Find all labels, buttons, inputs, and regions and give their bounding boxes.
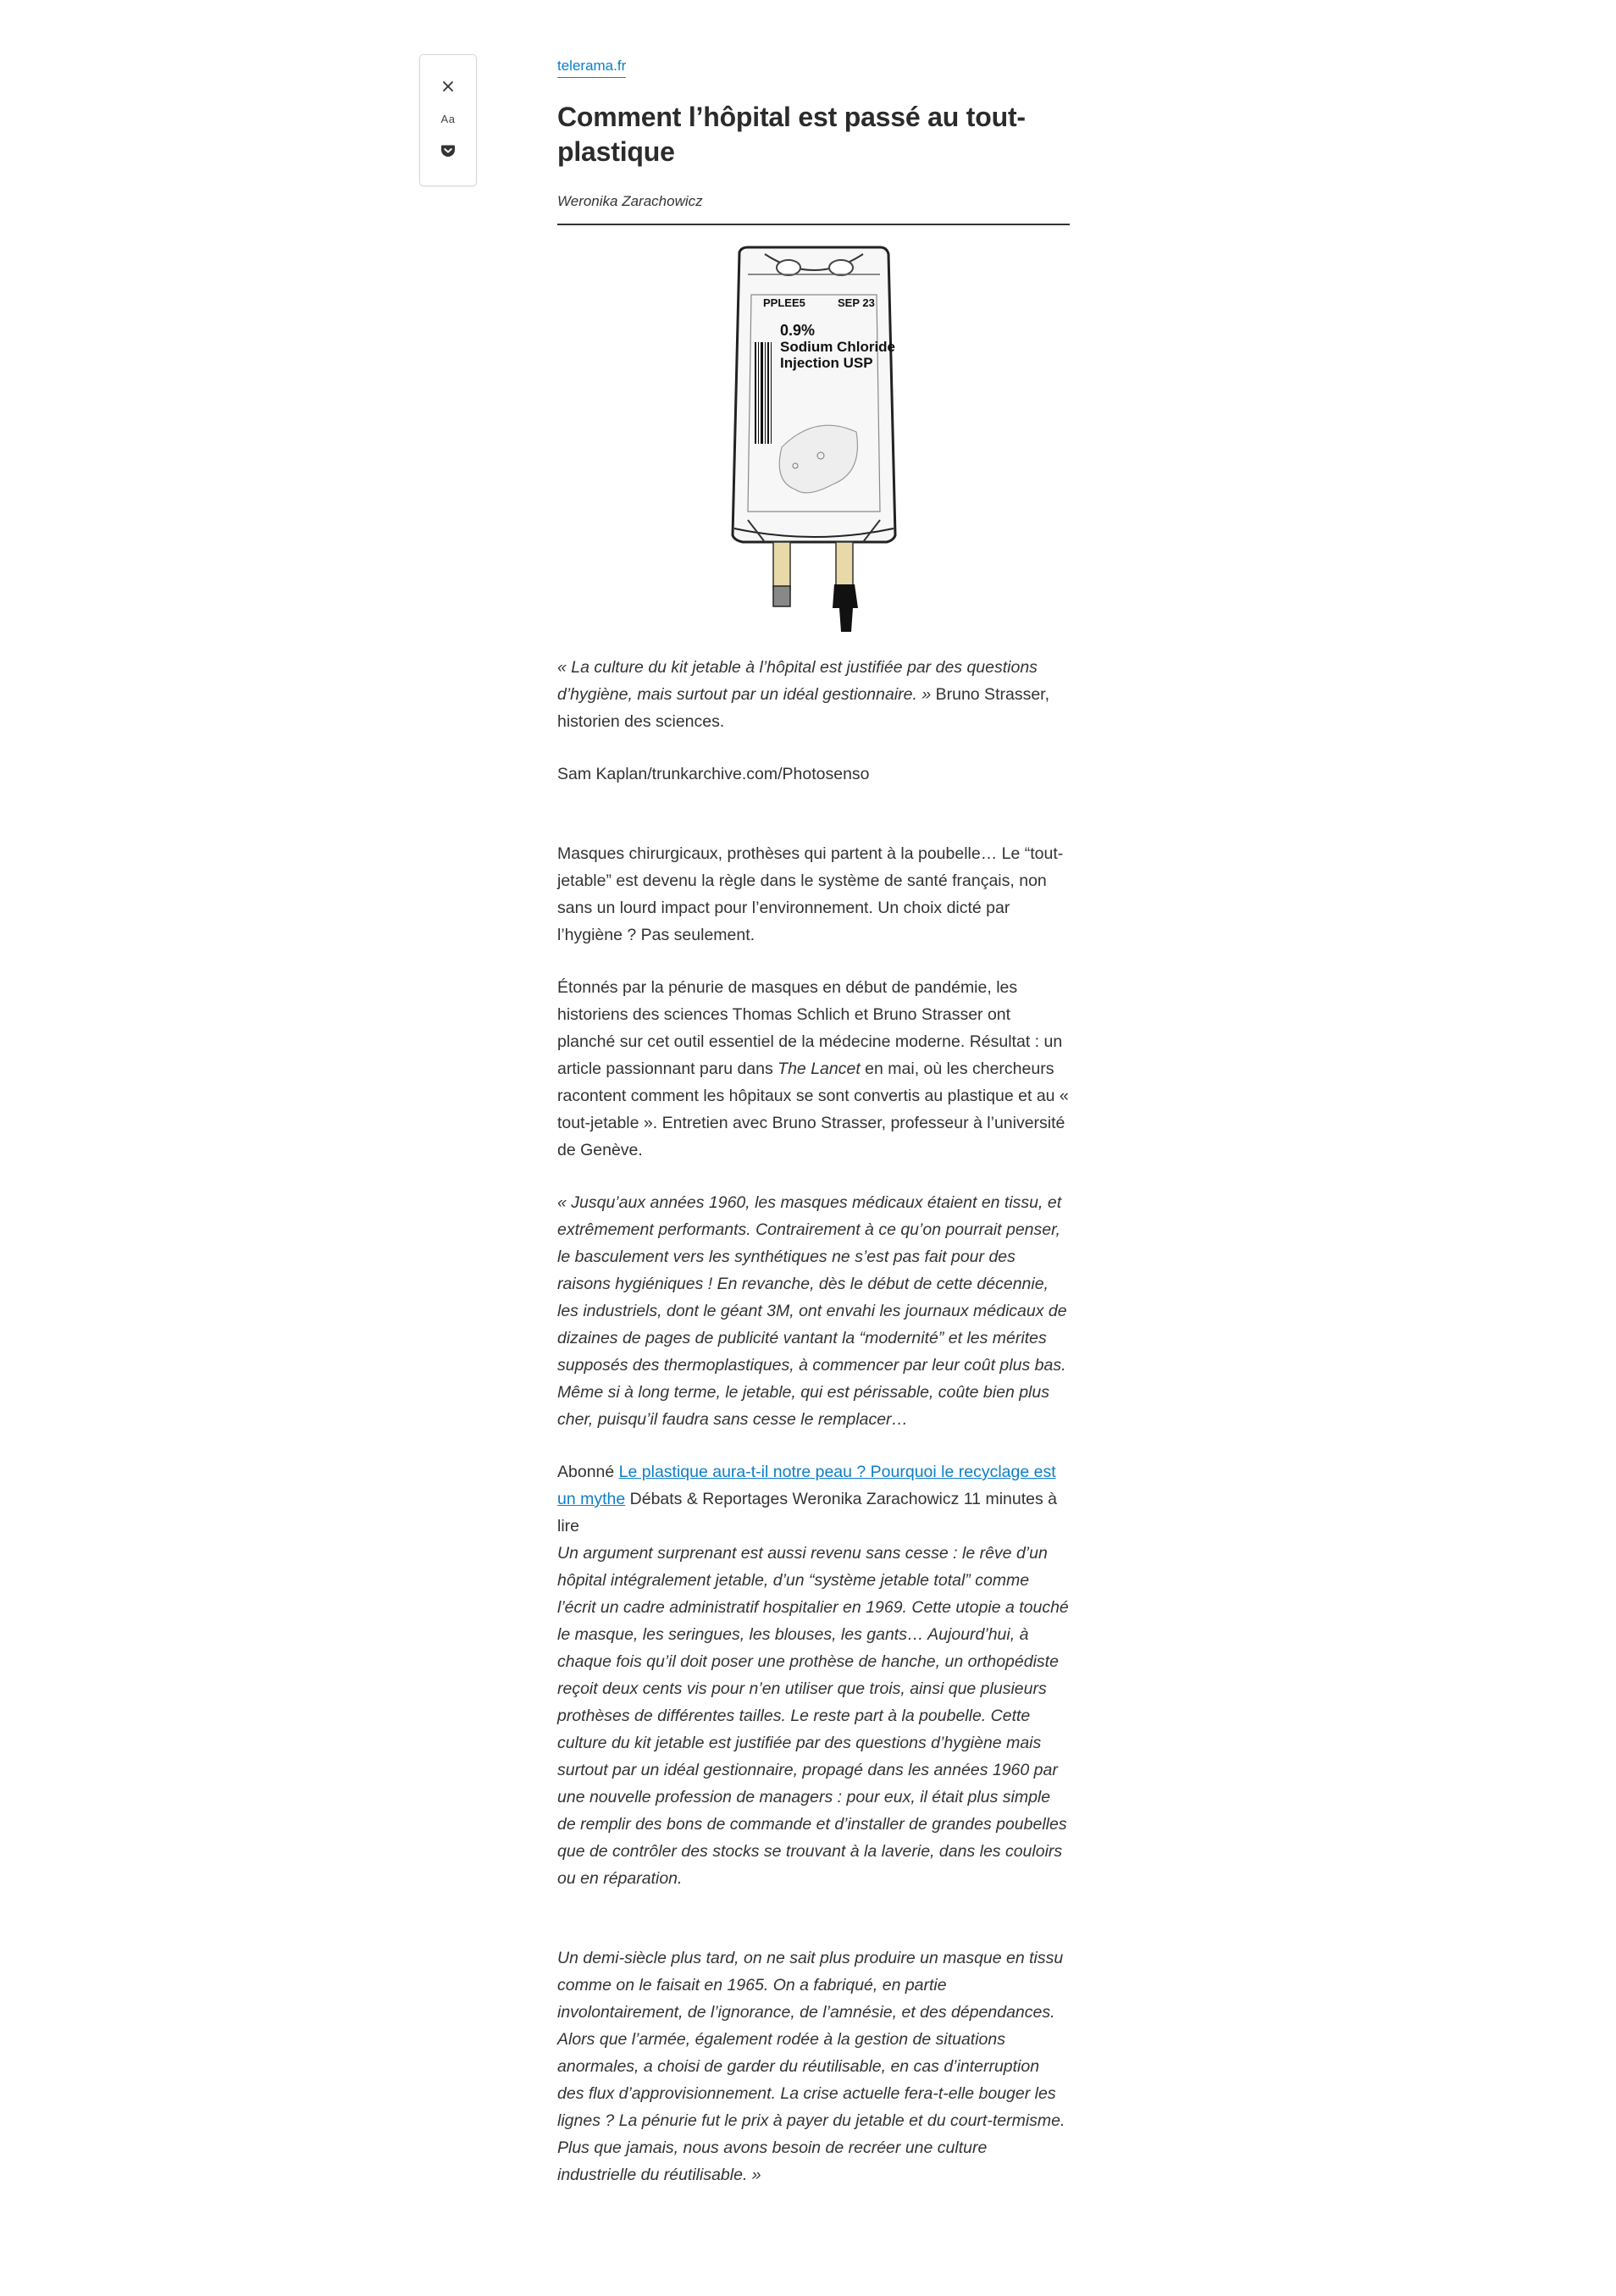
save-to-pocket-button[interactable] xyxy=(427,135,469,167)
journal-name: The Lancet xyxy=(778,1059,861,1078)
paragraph-2-before: Étonnés par la pénurie de masques en début de pandémie, les historiens des sciences Thomas Schlich et Bruno Strasser ont planché sur cet outil essentiel de la médecine moderne. Résultat : un article passionnant paru dans xyxy=(557,978,1063,1078)
pocket-icon xyxy=(440,144,456,158)
interview-quote-1 xyxy=(557,1189,1070,1433)
type-controls-button[interactable] xyxy=(427,102,469,135)
bag-label-line-2: Sodium Chloride xyxy=(779,339,895,355)
bag-tag-right: SEP 23 xyxy=(837,296,875,309)
article-byline: Weronika Zarachowicz xyxy=(557,193,703,209)
caption-quote: « La culture du kit jetable à l’hôpital est justifiée par des questions d’hygiène, mais surtout par un idéal gestionnaire. » xyxy=(557,658,1038,704)
quote-3-text: Un demi-siècle plus tard, on ne sait plus produire un masque en tissu comme on le faisait en 1965. On a fabriqué, en partie involontairement, de l’ignorance, de l’amnésie, et des dépendances. Alors que l’armée, également rodée à la gestion de situations anormales, a choisi de garder du réutilisable, en cas d’interruption des flux d’approvisionnement. La crise actuelle fera-t-elle bouger les lignes ? La pénurie fut le prix à payer du jetable et du court-termisme. Plus que jamais, nous avons besoin de recréer une culture industrielle du réutilisable. » xyxy=(557,1949,1065,2184)
quote-2-text: Un argument surprenant est aussi revenu sans cesse : le rêve d’un hôpital intégralement jetable, d’un “système jetable total” comme l’écrit un cadre administratif hospitalier en 1969. Cette utopie a touché le masque, les seringues, les blouses, les gants… Aujourd’hui, à chaque fois qu’il doit poser une prothèse de hanche, un orthopédiste reçoit deux cents vis pour n’en utiliser que trois, ainsi que plusieurs prothèses de différentes tailles. Le reste part à la poubelle. Cette culture du kit jetable est justifiée par des questions d’hygiène mais surtout par un idéal gestionnaire, propagé dans les années 1960 par une nouvelle profession de managers : pour eux, il était plus simple de remplir des bons de commande et d’installer de grandes poubelles que de contrôler des stocks se trouvant à la laverie, dans les couloirs ou en réparation. xyxy=(557,1544,1069,1888)
article-title: Comment l’hôpital est passé au tout-plastique xyxy=(557,102,1026,167)
reader-article xyxy=(557,58,1070,2188)
related-article xyxy=(557,1458,1070,1892)
bag-label-line-1: 0.9% xyxy=(779,322,815,339)
close-reader-button[interactable] xyxy=(427,70,469,102)
iv-bag-image xyxy=(714,244,914,635)
source-domain-link[interactable]: telerama.fr xyxy=(557,58,626,78)
quote-1-text: « Jusqu’aux années 1960, les masques médicaux étaient en tissu, et extrêmement performants. Contrairement à ce qu’on pourrait penser, le basculement vers les synthétiques ne s’est pas fait pour des raisons hygiéniques ! En revanche, dès le début de cette décennie, les industriels, dont le géant 3M, ont envahi les journaux médicaux de dizaines de pages de publicité vantant la “modernité” et les mérites supposés des thermoplastiques, à commencer par leur coût plus bas. Même si à long terme, le jetable, qui est périssable, coûte bien plus cher, puisqu’il faudra sans cesse le remplacer… xyxy=(557,1193,1067,1429)
interview-quote-3 xyxy=(557,1945,1070,2188)
article-intro: Masques chirurgicaux, prothèses qui partent à la poubelle… Le “tout-jetable” est devenu la règle dans le système de santé français, non sans un lourd impact pour l’environnement. Un choix dicté par l’hygiène ? Pas seulement. xyxy=(557,844,1064,944)
paragraph-2-after: en mai, où les chercheurs racontent comment les hôpitaux se sont convertis au plastique et au « tout-jetable ». Entretien avec Bruno Strasser, professeur à l’université de Genève. xyxy=(557,1059,1069,1159)
related-prefix: Abonné xyxy=(557,1463,619,1481)
article-image xyxy=(557,244,1070,635)
type-controls-label: Aa xyxy=(440,112,456,125)
image-caption xyxy=(557,654,1070,735)
photo-credit: Sam Kaplan/trunkarchive.com/Photosenso xyxy=(557,765,870,783)
close-icon xyxy=(442,80,454,92)
bag-tag-left: PPLEE5 xyxy=(762,296,805,309)
article-paragraph-2 xyxy=(557,974,1070,1164)
header-divider xyxy=(557,224,1070,225)
reader-toolbar xyxy=(419,54,477,186)
related-article-link[interactable]: Le plastique aura-t-il notre peau ? Pourquoi le recyclage est un mythe xyxy=(557,1463,1056,1508)
related-suffix: Débats & Reportages Weronika Zarachowicz 11 minutes à lire xyxy=(557,1490,1057,1535)
caption-attribution: Bruno Strasser, historien des sciences. xyxy=(557,685,1050,731)
bag-label-line-3: Injection USP xyxy=(779,355,873,371)
